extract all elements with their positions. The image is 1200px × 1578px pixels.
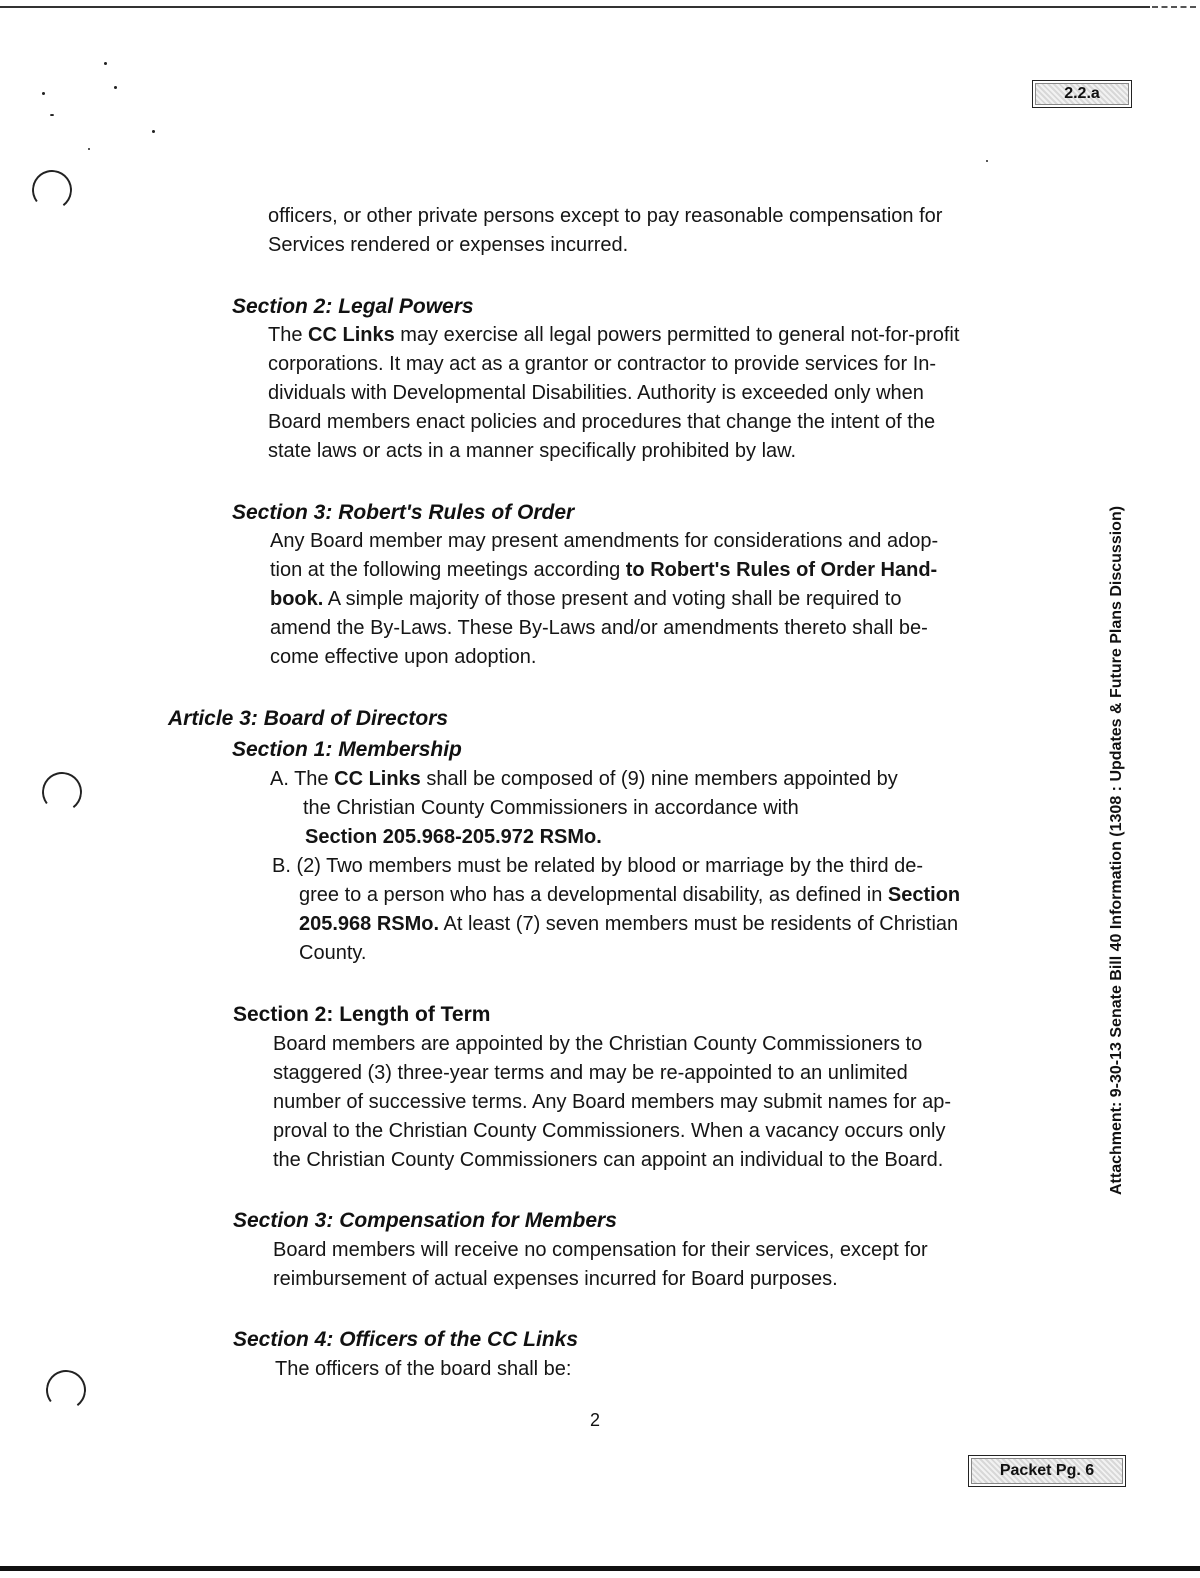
section-heading-membership: Section 1: Membership xyxy=(232,738,462,761)
statute-reference: 205.968 RSMo. xyxy=(299,913,440,935)
body-line: tion at the following meetings according to Robert's Rules of Order Hand- xyxy=(270,559,938,581)
list-item-a-line: the Christian County Commissioners in accordance with xyxy=(303,797,799,819)
bold-reference: to Robert's Rules of Order Hand- xyxy=(625,559,938,581)
top-border-line xyxy=(0,6,1150,8)
scan-speck xyxy=(50,114,54,116)
statute-reference: Section 205.968-205.972 RSMo. xyxy=(305,826,602,848)
list-item-b: B. (2) Two members must be related by blood or marriage by the third de- xyxy=(272,855,924,877)
body-line: state laws or acts in a manner specifically prohibited by law. xyxy=(268,440,797,462)
section-heading-legal-powers: Section 2: Legal Powers xyxy=(232,295,474,318)
bold-reference: book. xyxy=(270,588,324,610)
list-item-a: A. The CC Links shall be composed of (9) nine members appointed by xyxy=(270,768,898,790)
body-line: reimbursement of actual expenses incurred for Board purposes. xyxy=(273,1268,838,1290)
body-line: corporations. It may act as a grantor or contractor to provide services for In- xyxy=(268,353,937,375)
list-item-b-line: County. xyxy=(299,942,367,964)
article-heading-board-of-directors: Article 3: Board of Directors xyxy=(168,707,449,730)
body-line: proval to the Christian County Commissioners. When a vacancy occurs only xyxy=(273,1120,946,1142)
intro-line: officers, or other private persons except to pay reasonable compensation for xyxy=(268,205,943,227)
section-heading-roberts-rules: Section 3: Robert's Rules of Order xyxy=(232,501,575,524)
punch-hole-bottom xyxy=(43,1367,88,1412)
list-item-b-line: gree to a person who has a developmental disability, as defined in Section xyxy=(299,884,961,906)
punch-hole-top xyxy=(29,167,74,212)
scan-speck xyxy=(104,62,107,65)
list-item-b-line: 205.968 RSMo. At least (7) seven members must be residents of Christian xyxy=(299,913,959,935)
intro-line: Services rendered or expenses incurred. xyxy=(268,234,629,256)
body-line: Any Board member may present amendments for considerations and adop- xyxy=(270,530,939,552)
org-name: CC Links xyxy=(308,324,395,346)
scan-speck xyxy=(114,86,117,89)
body-line: number of successive terms. Any Board members may submit names for ap- xyxy=(273,1091,952,1113)
attachment-side-label: Attachment: 9-30-13 Senate Bill 40 Information (1308 : Updates & Future Plans Discussion) xyxy=(1108,505,1125,1195)
bottom-border-line xyxy=(0,1566,1200,1571)
scan-speck xyxy=(986,160,988,162)
agenda-item-stamp: 2.2.a xyxy=(1032,80,1132,108)
body-line: staggered (3) three-year terms and may be re-appointed to an unlimited xyxy=(273,1062,908,1084)
body-line: Board members will receive no compensation for their services, except for xyxy=(273,1239,928,1261)
body-line: amend the By-Laws. These By-Laws and/or amendments thereto shall be- xyxy=(270,617,928,639)
punch-hole-middle xyxy=(39,769,84,814)
page-number: 2 xyxy=(590,1410,601,1430)
scan-speck xyxy=(42,92,45,95)
body-line: dividuals with Developmental Disabilities. Authority is exceeded only when xyxy=(268,382,924,404)
body-line: come effective upon adoption. xyxy=(270,646,537,668)
body-line: Board members enact policies and procedures that change the intent of the xyxy=(268,411,936,433)
statute-reference: Section xyxy=(887,884,961,906)
org-name: CC Links xyxy=(334,768,421,790)
body-line: The CC Links may exercise all legal powers permitted to general not-for-profit xyxy=(268,324,960,346)
section-heading-length-of-term: Section 2: Length of Term xyxy=(233,1003,491,1026)
section-heading-compensation: Section 3: Compensation for Members xyxy=(233,1209,617,1232)
body-line: Board members are appointed by the Christian County Commissioners to xyxy=(273,1033,923,1055)
body-line: The officers of the board shall be: xyxy=(275,1358,572,1380)
body-line: book. A simple majority of those present and voting shall be required to xyxy=(270,588,902,610)
top-border-dash xyxy=(1152,6,1196,8)
scan-speck xyxy=(88,148,90,150)
section-heading-officers: Section 4: Officers of the CC Links xyxy=(233,1328,579,1351)
body-line: the Christian County Commissioners can appoint an individual to the Board. xyxy=(273,1149,944,1171)
packet-page-stamp: Packet Pg. 6 xyxy=(968,1455,1126,1487)
scan-speck xyxy=(152,130,155,133)
